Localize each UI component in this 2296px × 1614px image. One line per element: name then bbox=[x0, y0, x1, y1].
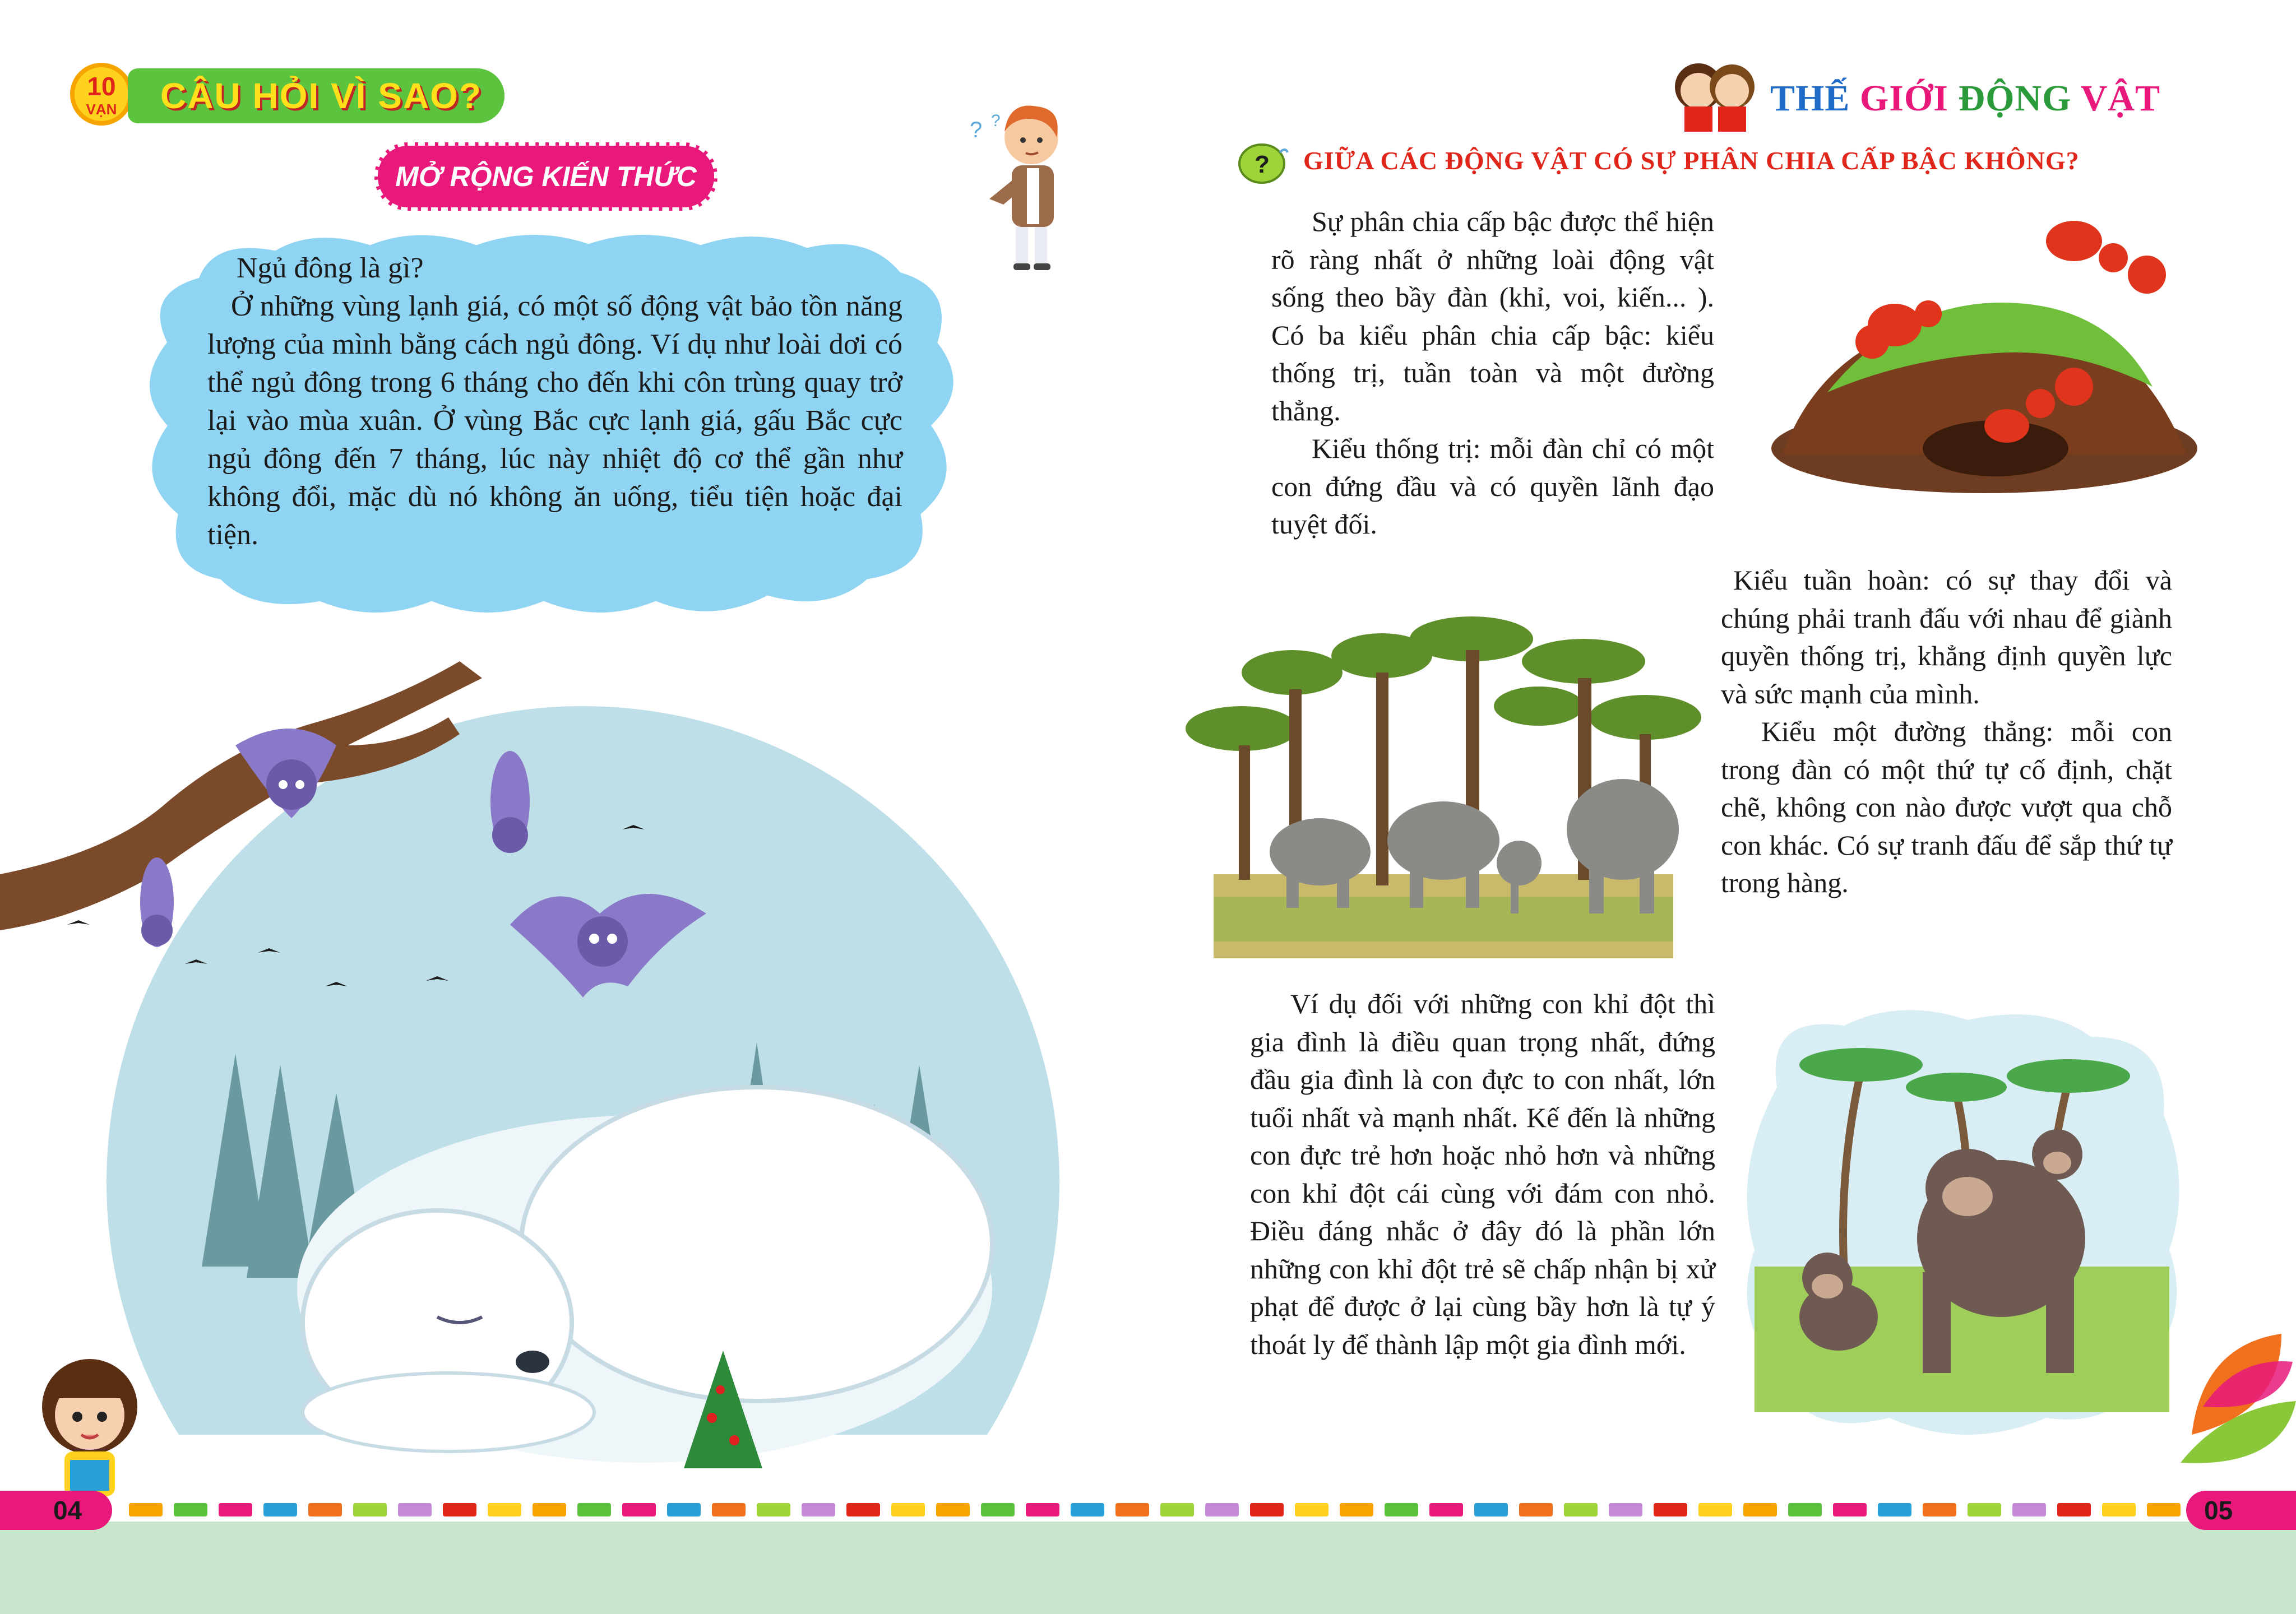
footer-dash bbox=[443, 1503, 476, 1516]
footer-dash bbox=[1519, 1503, 1553, 1516]
svg-text:?: ? bbox=[970, 118, 983, 142]
text-column-c bbox=[1250, 985, 1715, 1363]
footer-dash bbox=[1295, 1503, 1328, 1516]
footer-band bbox=[0, 1522, 2296, 1614]
savanna-trees bbox=[1186, 616, 1701, 751]
footer-dash bbox=[667, 1503, 701, 1516]
footer-dash bbox=[622, 1503, 656, 1516]
footer-dash bbox=[1385, 1503, 1418, 1516]
paragraph-cyclic: Kiểu tuần hoàn: có sự thay đổi và chúng phải tranh đấu với nhau để giành quyền thống trị, khẳng định quyền lực và sức mạnh của mình. bbox=[1721, 564, 2172, 709]
footer-dash bbox=[1743, 1503, 1777, 1516]
cloud-question: Ngủ đông là gì? bbox=[237, 252, 424, 284]
bat-icon-hanging-3 bbox=[140, 857, 174, 947]
question-bubble-icon bbox=[1236, 141, 1290, 188]
footer-dash bbox=[1115, 1503, 1149, 1516]
footer-dash bbox=[2147, 1503, 2181, 1516]
footer-dash bbox=[219, 1503, 252, 1516]
footer-dash bbox=[712, 1503, 746, 1516]
footer-dash bbox=[1609, 1503, 1642, 1516]
footer-dashed-stripe bbox=[0, 1491, 2296, 1529]
footer-dash bbox=[1698, 1503, 1732, 1516]
footer-dash bbox=[577, 1503, 611, 1516]
section-label: MỞ RỘNG KIẾN THỨC bbox=[374, 142, 718, 211]
footer-dash bbox=[2057, 1503, 2091, 1516]
footer-dash bbox=[1429, 1503, 1463, 1516]
footer-dash bbox=[1250, 1503, 1284, 1516]
footer-dash bbox=[533, 1503, 566, 1516]
footer-dash bbox=[1654, 1503, 1687, 1516]
footer-dash bbox=[1340, 1503, 1373, 1516]
footer-dash bbox=[1968, 1503, 2001, 1516]
footer-dash bbox=[488, 1503, 521, 1516]
ant-hill-illustration bbox=[1760, 207, 2197, 499]
footer-dash bbox=[1564, 1503, 1598, 1516]
bat-icon-hanging-2 bbox=[490, 751, 530, 853]
footer-dash bbox=[1205, 1503, 1239, 1516]
svg-text:?: ? bbox=[991, 112, 1001, 130]
logo-number: 10 bbox=[87, 72, 116, 101]
footer-dash bbox=[129, 1503, 163, 1516]
topic-title-word-1: THẾ bbox=[1770, 78, 1850, 119]
footer-dash bbox=[981, 1503, 1015, 1516]
series-title: CÂU HỎI VÌ SAO? bbox=[128, 68, 504, 123]
paragraph-gorilla-example: Ví dụ đối với những con khỉ đột thì gia đình là điều quan trọng nhất, đứng đầu gia đình là con đực to con nhất, lớn tuổi nhất và mạnh nhất. Kế đến là những con đực trẻ hơn hoặc nhỏ hơn và những con khỉ đột cái cùng với đám con nhỏ. Điều đáng nhắc ở đây đó là phần lớn những con khỉ đột trẻ sẽ chấp nhận bị xử phạt để được ở lại cùng bầy hơn là tự ý thoát ly để thành lập một gia đình mới. bbox=[1250, 988, 1715, 1360]
leaves-decoration bbox=[2169, 1323, 2296, 1491]
gorilla-family-illustration bbox=[1732, 1003, 2192, 1451]
boy-thinking-illustration bbox=[964, 84, 1076, 275]
topic-title-word-4: VẬT bbox=[2080, 78, 2161, 119]
footer-dash bbox=[1474, 1503, 1508, 1516]
footer-dash bbox=[891, 1503, 925, 1516]
kids-reading-icon bbox=[1668, 56, 1763, 134]
footer-dash bbox=[2102, 1503, 2136, 1516]
footer-dash bbox=[174, 1503, 207, 1516]
footer-dash bbox=[1923, 1503, 1956, 1516]
footer-dash bbox=[1878, 1503, 1911, 1516]
svg-text:?: ? bbox=[1255, 151, 1270, 178]
text-column-a bbox=[1271, 203, 1714, 544]
elephant-herd-illustration bbox=[1180, 616, 1710, 964]
footer-dash bbox=[308, 1503, 342, 1516]
topic-title-word-2: GIỚI bbox=[1859, 78, 1948, 119]
cloud-body: Ở những vùng lạnh giá, có một số động vật bảo tồn năng lượng của mình bằng cách ngủ đông. Ví dụ như loài dơi có thể ngủ đông trong 6 tháng cho đến khi côn trùng quay trở lại vào mùa xuân. Ở vùng Bắc cực lạnh giá, gấu Bắc cực ngủ đông đến 7 tháng, lúc này nhiệt độ cơ thể gần như không đổi, mặc dù nó không ăn uống, tiểu tiện hoặc đại tiện. bbox=[207, 290, 902, 551]
cloud-text-block bbox=[207, 249, 902, 554]
footer-dash bbox=[1160, 1503, 1194, 1516]
footer-dash bbox=[1788, 1503, 1822, 1516]
footer-dash bbox=[802, 1503, 835, 1516]
footer-dash bbox=[353, 1503, 387, 1516]
footer-dash bbox=[1833, 1503, 1867, 1516]
footer-dash bbox=[398, 1503, 432, 1516]
topic-title-word-3: ĐỘNG bbox=[1958, 78, 2072, 119]
footer-dash bbox=[757, 1503, 790, 1516]
footer-dash bbox=[846, 1503, 880, 1516]
logo-badge bbox=[70, 63, 133, 126]
footer-dash bbox=[1071, 1503, 1104, 1516]
page-number-right: 05 bbox=[2186, 1491, 2296, 1530]
topic-title bbox=[1770, 77, 2160, 120]
footer-dash bbox=[263, 1503, 297, 1516]
paragraph-overview: Sự phân chia cấp bậc được thể hiện rõ ràng nhất ở những loài động vật sống theo bầy đàn (khỉ, voi, kiến... ). Có ba kiểu phân chia cấp bậc: kiểu thống trị, tuần toàn và một đường thẳng. bbox=[1271, 206, 1714, 426]
footer-dash bbox=[936, 1503, 970, 1516]
question-heading: GIỮA CÁC ĐỘNG VẬT CÓ SỰ PHÂN CHIA CẤP BẬC KHÔNG? bbox=[1303, 146, 2080, 175]
paragraph-dominance: Kiểu thống trị: mỗi đàn chỉ có một con đứng đầu và có quyền lãnh đạo tuyệt đối. bbox=[1271, 433, 1714, 540]
text-column-b bbox=[1721, 562, 2172, 902]
paragraph-linear: Kiểu một đường thẳng: mỗi con trong đàn có một thứ tự cố định, chặt chẽ, không con nào được vượt qua chỗ con khác. Có sự tranh đấu để sắp thứ tự trong hàng. bbox=[1721, 716, 2172, 898]
footer-dash bbox=[2012, 1503, 2046, 1516]
footer-dash bbox=[1026, 1503, 1059, 1516]
page-number-left: 04 bbox=[0, 1491, 112, 1530]
hibernation-scene bbox=[0, 616, 1121, 1513]
logo-unit: VẠN bbox=[86, 101, 117, 118]
